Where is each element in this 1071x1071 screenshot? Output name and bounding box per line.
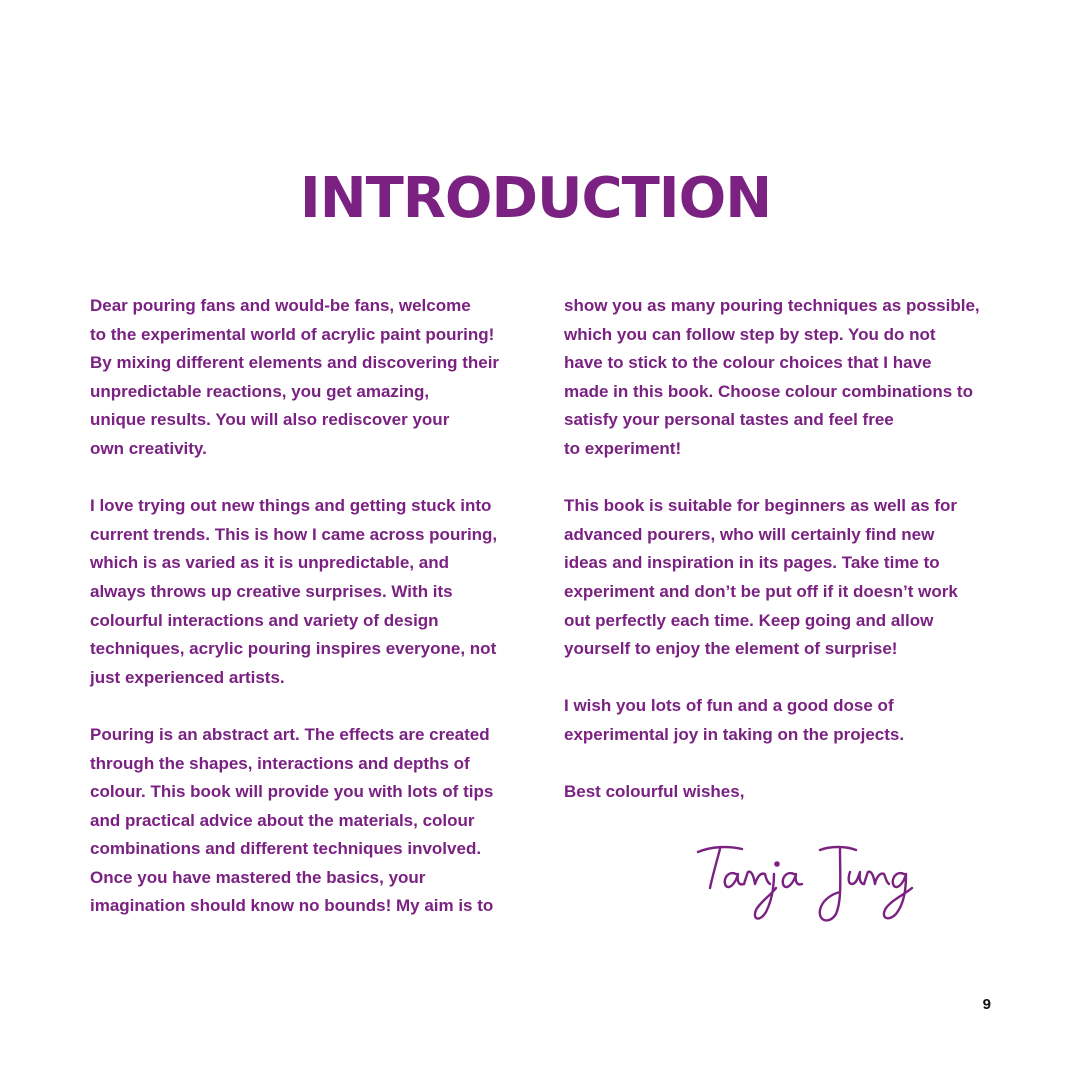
right-text-column bbox=[564, 292, 1004, 835]
text-line: techniques, acrylic pouring inspires everyone, not bbox=[90, 639, 497, 659]
text-line: experimental joy in taking on the projects. bbox=[564, 724, 905, 744]
text-line: By mixing different elements and discovering their bbox=[90, 353, 500, 373]
left-text-column bbox=[90, 292, 530, 950]
text-line: show you as many pouring techniques as possible, bbox=[564, 296, 980, 315]
text-line: Best colourful wishes, bbox=[564, 782, 745, 802]
text-line: satisfy your personal tastes and feel free bbox=[564, 410, 894, 430]
paragraph bbox=[90, 292, 530, 464]
text-line: current trends. This is how I came across pouring, bbox=[90, 524, 498, 544]
text-line: unique results. You will also rediscover your bbox=[90, 410, 450, 430]
text-line: out perfectly each time. Keep going and allow bbox=[564, 610, 934, 630]
paragraph bbox=[564, 692, 1004, 749]
text-line: through the shapes, interactions and depths of bbox=[90, 753, 470, 773]
text-line: colour. This book will provide you with lots of tips bbox=[90, 782, 494, 802]
handwritten-signature bbox=[690, 838, 920, 938]
text-line: always throws up creative surprises. With its bbox=[90, 581, 453, 601]
text-line: which is as varied as it is unpredictable, and bbox=[90, 553, 450, 573]
page-number: 9 bbox=[982, 996, 991, 1013]
text-line: which you can follow step by step. You do not bbox=[564, 324, 936, 344]
text-line: to the experimental world of acrylic paint pouring! bbox=[90, 324, 495, 344]
text-line: Pouring is an abstract art. The effects are created bbox=[90, 724, 490, 744]
text-line: made in this book. Choose colour combinations to bbox=[564, 381, 973, 401]
closing-greeting bbox=[564, 778, 1004, 807]
paragraph bbox=[564, 492, 1004, 664]
text-line: colourful interactions and variety of design bbox=[90, 610, 439, 630]
text-line: This book is suitable for beginners as well as for bbox=[564, 496, 957, 516]
text-line: combinations and different techniques involved. bbox=[90, 839, 482, 859]
page-title: INTRODUCTION bbox=[299, 166, 772, 231]
paragraph bbox=[90, 492, 530, 692]
text-line: ideas and inspiration in its pages. Take time to bbox=[564, 553, 940, 573]
text-line: experiment and don’t be put off if it doesn’t work bbox=[564, 581, 958, 601]
text-line: yourself to enjoy the element of surprise! bbox=[564, 639, 898, 659]
text-line: just experienced artists. bbox=[90, 667, 285, 687]
text-line: to experiment! bbox=[564, 438, 682, 458]
text-line: and practical advice about the materials, colour bbox=[90, 810, 475, 830]
text-line: I love trying out new things and getting stuck into bbox=[90, 496, 492, 516]
text-line: Dear pouring fans and would-be fans, welcome bbox=[90, 296, 471, 315]
paragraph bbox=[90, 721, 530, 921]
text-line: Once you have mastered the basics, your bbox=[90, 867, 426, 887]
text-line: unpredictable reactions, you get amazing, bbox=[90, 381, 430, 401]
text-line: advanced pourers, who will certainly find new bbox=[564, 524, 935, 544]
text-line: I wish you lots of fun and a good dose of bbox=[564, 696, 894, 716]
text-line: have to stick to the colour choices that I have bbox=[564, 353, 932, 373]
text-line: imagination should know no bounds! My aim is to bbox=[90, 896, 494, 916]
text-line: own creativity. bbox=[90, 438, 207, 458]
paragraph bbox=[564, 292, 1004, 464]
